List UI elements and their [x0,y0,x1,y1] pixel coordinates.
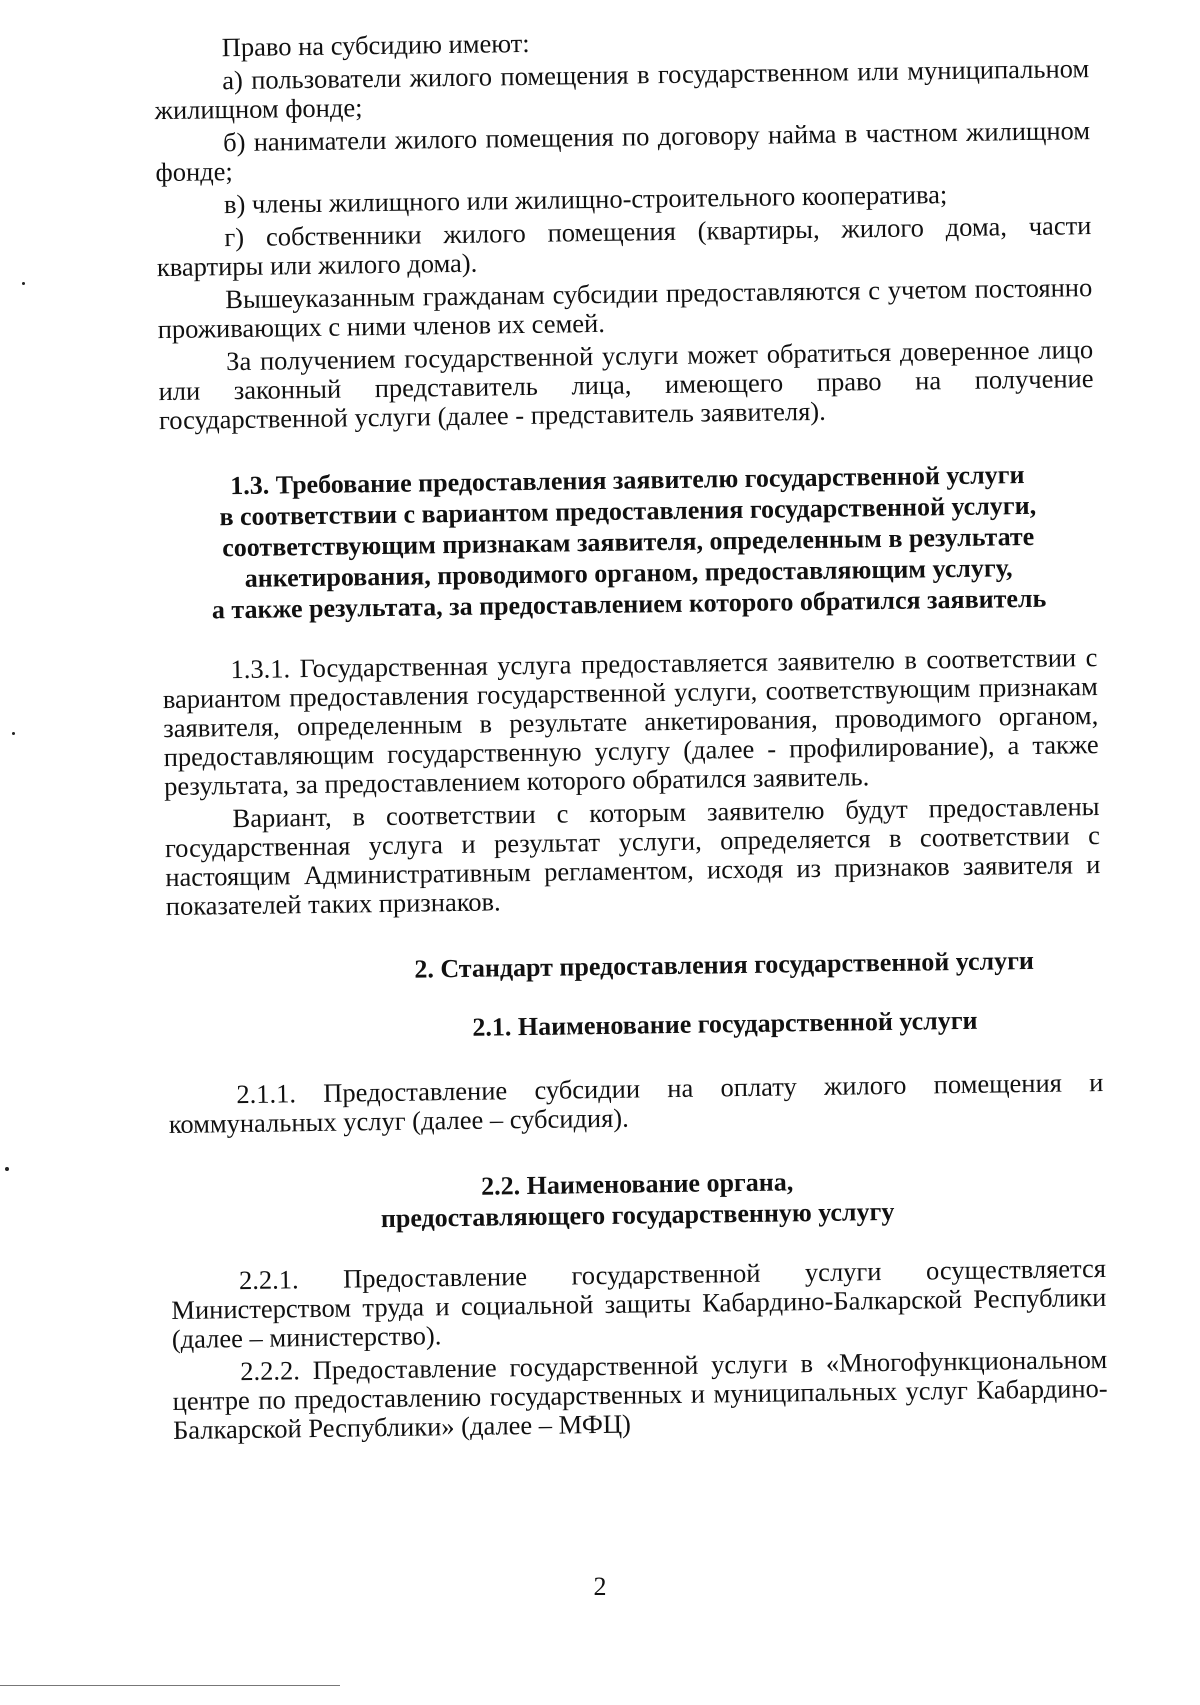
heading-line: 2.2. Наименование органа, [480,1167,794,1201]
heading-line: предоставляющего государственную услугу [380,1196,895,1234]
paragraph-item-a: а) пользователи жилого помещения в государственном или муниципальном жилищном фонде; [154,53,1090,126]
paragraph-representative: За получением государственной услуги может обратиться доверенное лицо или законный представитель лица, имеющего право на получение государственной услуги (далее - представитель заявителя). [158,334,1094,436]
scan-speck [12,732,15,735]
heading-line: в соответствии с вариантом предоставления государственной услуги, [219,490,1037,532]
heading-section-2-1: 2.1. Наименование государственной услуги [472,1005,978,1042]
paragraph-2-2-1: 2.2.1. Предоставление государственной услуги осуществляется Министерством труда и социальной защиты Кабардино-Балкарской Республики (далее – министерство). [171,1252,1107,1355]
heading-section-1-3 [160,458,1097,626]
heading-section-2: 2. Стандарт предоставления государственной услуги [414,945,1035,984]
scan-edge-line [0,1685,340,1686]
paragraph-item-g: г) собственники жилого помещения (квартиры, жилого дома, части квартиры или жилого дома). [156,210,1092,283]
heading-section-2-2 [170,1162,1106,1237]
paragraph-family-members: Вышеуказанным гражданам субсидии предоставляются с учетом постоянно проживающих с ними членов их семей. [157,272,1093,345]
paragraph-item-v: в) члены жилищного или жилищно-строительного кооператива; [223,179,948,220]
paragraph-item-b: б) наниматели жилого помещения по договору найма в частном жилищном фонде; [155,115,1091,188]
paragraph-1-3-1: 1.3.1. Государственная услуга предоставляется заявителю в соответствии с вариантом предоставления государственной услуги, соответствующим признакам заявителя, определенным в результате анкетирования, проводимого органом, предоставляющим государственную услугу (далее - профилирование), а также результата, за предоставлением которого обратился заявитель. [162,642,1099,802]
heading-line: соответствующим признакам заявителя, определенным в результате [222,521,1035,563]
heading-line: а также результата, за предоставлением которого обратился заявитель [211,583,1047,625]
paragraph-variant: Вариант, в соответствии с которым заявителю будут предоставлены государственная услуга и результат услуги, определяется в соответствии с настоящим Административным регламентом, исходя из признаков заявителя и показателей таких признаков. [164,791,1101,922]
paragraph-2-2-2: 2.2.2. Предоставление государственной услуги в «Многофункциональном центре по предоставлению государственных и муниципальных услуг Кабардино-Балкарской Республики» (далее – МФЦ) [172,1343,1108,1446]
page-number: 2 [593,1572,607,1601]
paragraph-intro-heading: Право на субсидию имеют: [221,27,530,63]
heading-line: анкетирования, проводимого органом, предоставляющим услугу, [244,553,1013,593]
scan-speck [22,282,25,285]
paragraph-2-1-1: 2.1.1. Предоставление субсидии на оплату жилого помещения и коммунальных услуг (далее – субсидия). [168,1066,1104,1140]
heading-line: 1.3. Требование предоставления заявителю государственной услуги [230,460,1025,501]
scan-speck [5,1167,9,1171]
